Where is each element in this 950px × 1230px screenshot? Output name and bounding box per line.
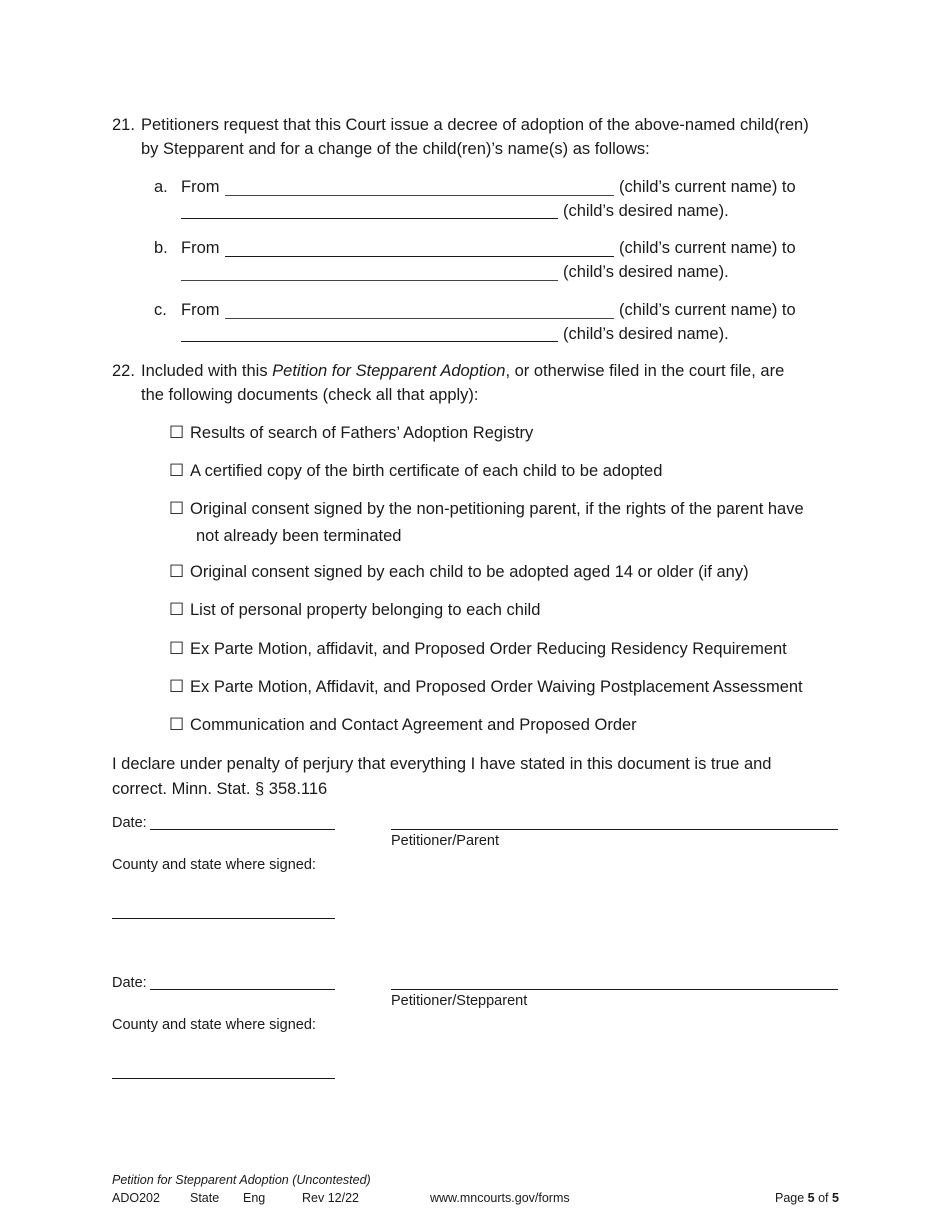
checkbox-label: Ex Parte Motion, Affidavit, and Proposed Order Waiving Postplacement Assessment bbox=[190, 678, 803, 696]
checkbox-label: Results of search of Fathers’ Adoption Registry bbox=[190, 424, 534, 442]
checkbox[interactable]: ☐ bbox=[169, 715, 185, 735]
footer-form-title: Petition for Stepparent Adoption (Uncontested) bbox=[112, 1173, 371, 1187]
date-label: Date: bbox=[112, 975, 147, 991]
entry-from-label: From bbox=[181, 239, 220, 257]
county-label: County and state where signed: bbox=[112, 1017, 316, 1033]
current-name-label: (child’s current name) to bbox=[619, 301, 796, 319]
form-title-italic: Petition for Stepparent Adoption bbox=[272, 362, 506, 380]
entry-from-label: From bbox=[181, 301, 220, 319]
checkbox[interactable]: ☐ bbox=[169, 499, 185, 519]
checkbox[interactable]: ☐ bbox=[169, 562, 185, 582]
checkbox-label: List of personal property belonging to each child bbox=[190, 601, 541, 619]
county-field[interactable] bbox=[112, 918, 335, 919]
current-name-field[interactable] bbox=[225, 318, 614, 319]
footer-revision: Rev 12/22 bbox=[302, 1191, 359, 1205]
declaration-text: I declare under penalty of perjury that everything I have stated in this document is true and bbox=[112, 755, 772, 773]
county-label: County and state where signed: bbox=[112, 857, 316, 873]
checkbox-label: Original consent signed by the non-petitioning parent, if the rights of the parent have bbox=[190, 500, 804, 518]
current-name-field[interactable] bbox=[225, 256, 614, 257]
date-field[interactable] bbox=[150, 829, 335, 830]
item-text: Petitioners request that this Court issue a decree of adoption of the above-named child(ren) bbox=[141, 116, 809, 134]
footer-language: Eng bbox=[243, 1191, 266, 1205]
checkbox[interactable]: ☐ bbox=[169, 423, 185, 443]
page-current: 5 bbox=[807, 1191, 815, 1205]
page-prefix: Page bbox=[775, 1191, 808, 1205]
entry-letter: c. bbox=[154, 301, 167, 319]
checkbox-label: A certified copy of the birth certificate of each child to be adopted bbox=[190, 462, 663, 480]
signature-line[interactable] bbox=[391, 829, 838, 830]
item-text: the following documents (check all that apply): bbox=[141, 386, 479, 404]
item-text bbox=[141, 362, 784, 381]
declaration-text: correct. Minn. Stat. § 358.116 bbox=[112, 780, 328, 798]
county-field[interactable] bbox=[112, 1078, 335, 1079]
page-of: of bbox=[814, 1191, 832, 1205]
desired-name-field[interactable] bbox=[181, 218, 558, 219]
checkbox[interactable]: ☐ bbox=[169, 461, 185, 481]
current-name-field[interactable] bbox=[225, 195, 614, 196]
checkbox-label: Original consent signed by each child to be adopted aged 14 or older (if any) bbox=[190, 563, 749, 581]
checkbox-label: Communication and Contact Agreement and Proposed Order bbox=[190, 716, 637, 734]
entry-from-label: From bbox=[181, 178, 220, 196]
entry-letter: a. bbox=[154, 178, 168, 196]
item-text-part: Included with this bbox=[141, 362, 273, 380]
checkbox[interactable]: ☐ bbox=[169, 600, 185, 620]
footer-page-number bbox=[775, 1191, 839, 1205]
desired-name-field[interactable] bbox=[181, 341, 558, 342]
date-field[interactable] bbox=[150, 989, 335, 990]
item-text: by Stepparent and for a change of the child(ren)’s name(s) as follows: bbox=[141, 140, 650, 158]
checkbox[interactable]: ☐ bbox=[169, 677, 185, 697]
item-number: 21. bbox=[112, 116, 135, 134]
item-number: 22. bbox=[112, 362, 135, 380]
item-text-part: , or otherwise filed in the court file, are bbox=[505, 362, 785, 380]
checkbox-label: Ex Parte Motion, affidavit, and Proposed Order Reducing Residency Requirement bbox=[190, 640, 787, 658]
signer-label: Petitioner/Parent bbox=[391, 833, 500, 849]
desired-name-label: (child’s desired name). bbox=[563, 263, 729, 281]
desired-name-field[interactable] bbox=[181, 280, 558, 281]
footer-url[interactable]: www.mncourts.gov/forms bbox=[430, 1191, 570, 1205]
footer-state: State bbox=[190, 1191, 220, 1205]
footer-form-code: ADO202 bbox=[112, 1191, 160, 1205]
signer-label: Petitioner/Stepparent bbox=[391, 993, 528, 1009]
desired-name-label: (child’s desired name). bbox=[563, 325, 729, 343]
desired-name-label: (child’s desired name). bbox=[563, 202, 729, 220]
checkbox-label-continued: not already been terminated bbox=[196, 527, 402, 545]
page-total: 5 bbox=[832, 1191, 839, 1205]
date-label: Date: bbox=[112, 815, 147, 831]
signature-line[interactable] bbox=[391, 989, 838, 990]
entry-letter: b. bbox=[154, 239, 168, 257]
current-name-label: (child’s current name) to bbox=[619, 239, 796, 257]
current-name-label: (child’s current name) to bbox=[619, 178, 796, 196]
checkbox[interactable]: ☐ bbox=[169, 639, 185, 659]
